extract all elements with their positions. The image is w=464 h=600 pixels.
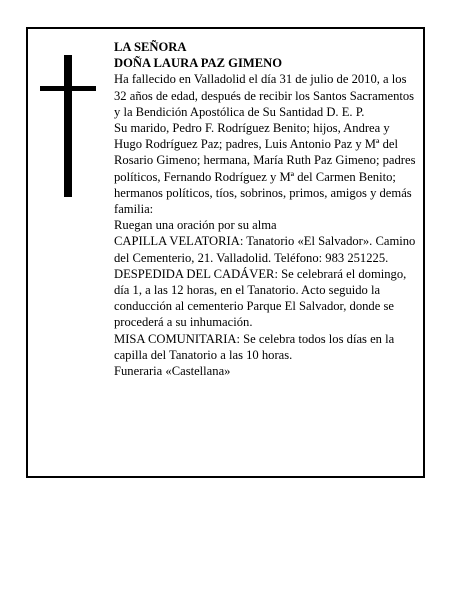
cross-icon	[40, 55, 96, 197]
community-mass-info: MISA COMUNITARIA: Se celebra todos los días en la capilla del Tanatorio a las 10 horas.	[114, 331, 395, 362]
funeral-chapel-info: CAPILLA VELATORIA: Tanatorio «El Salvador». Camino del Cementerio, 21. Valladolid. Teléfono: 983 251225.	[114, 234, 416, 265]
notice-text	[114, 39, 420, 379]
notice-title-line2: DOÑA LAURA PAZ GIMENO	[114, 56, 283, 71]
notice-title-line1: LA SEÑORA	[114, 40, 187, 54]
family-list: Su marido, Pedro F. Rodríguez Benito; hijos, Andrea y Hugo Rodríguez Paz; padres, Luis Antonio Paz y Mª del Rosario Gimeno; hermana, María Ruth Paz Gimeno; padres políticos, Fernando Rodríguez y Mª del Carmen Benito; hermanos políticos, tíos, sobrinos, primos, amigos y demás familia:	[114, 121, 416, 217]
funeral-home: Funeraria «Castellana»	[114, 364, 231, 379]
prayer-request: Ruegan una oración por su alma	[114, 218, 277, 233]
farewell-info: DESPEDIDA DEL CADÁVER: Se celebrará el domingo, día 1, a las 12 horas, en el Tanatorio. Acto seguido la conducción al cementerio Parque El Salvador, donde se procederá a su inhumación.	[114, 266, 407, 330]
cross-horizontal-bar	[40, 86, 96, 91]
cross-vertical-bar	[64, 55, 72, 197]
death-announcement: Ha fallecido en Valladolid el día 31 de julio de 2010, a los 32 años de edad, después de recibir los Santos Sacramentos y la Bendición Apostólica de Su Santidad D. E. P.	[114, 72, 415, 119]
